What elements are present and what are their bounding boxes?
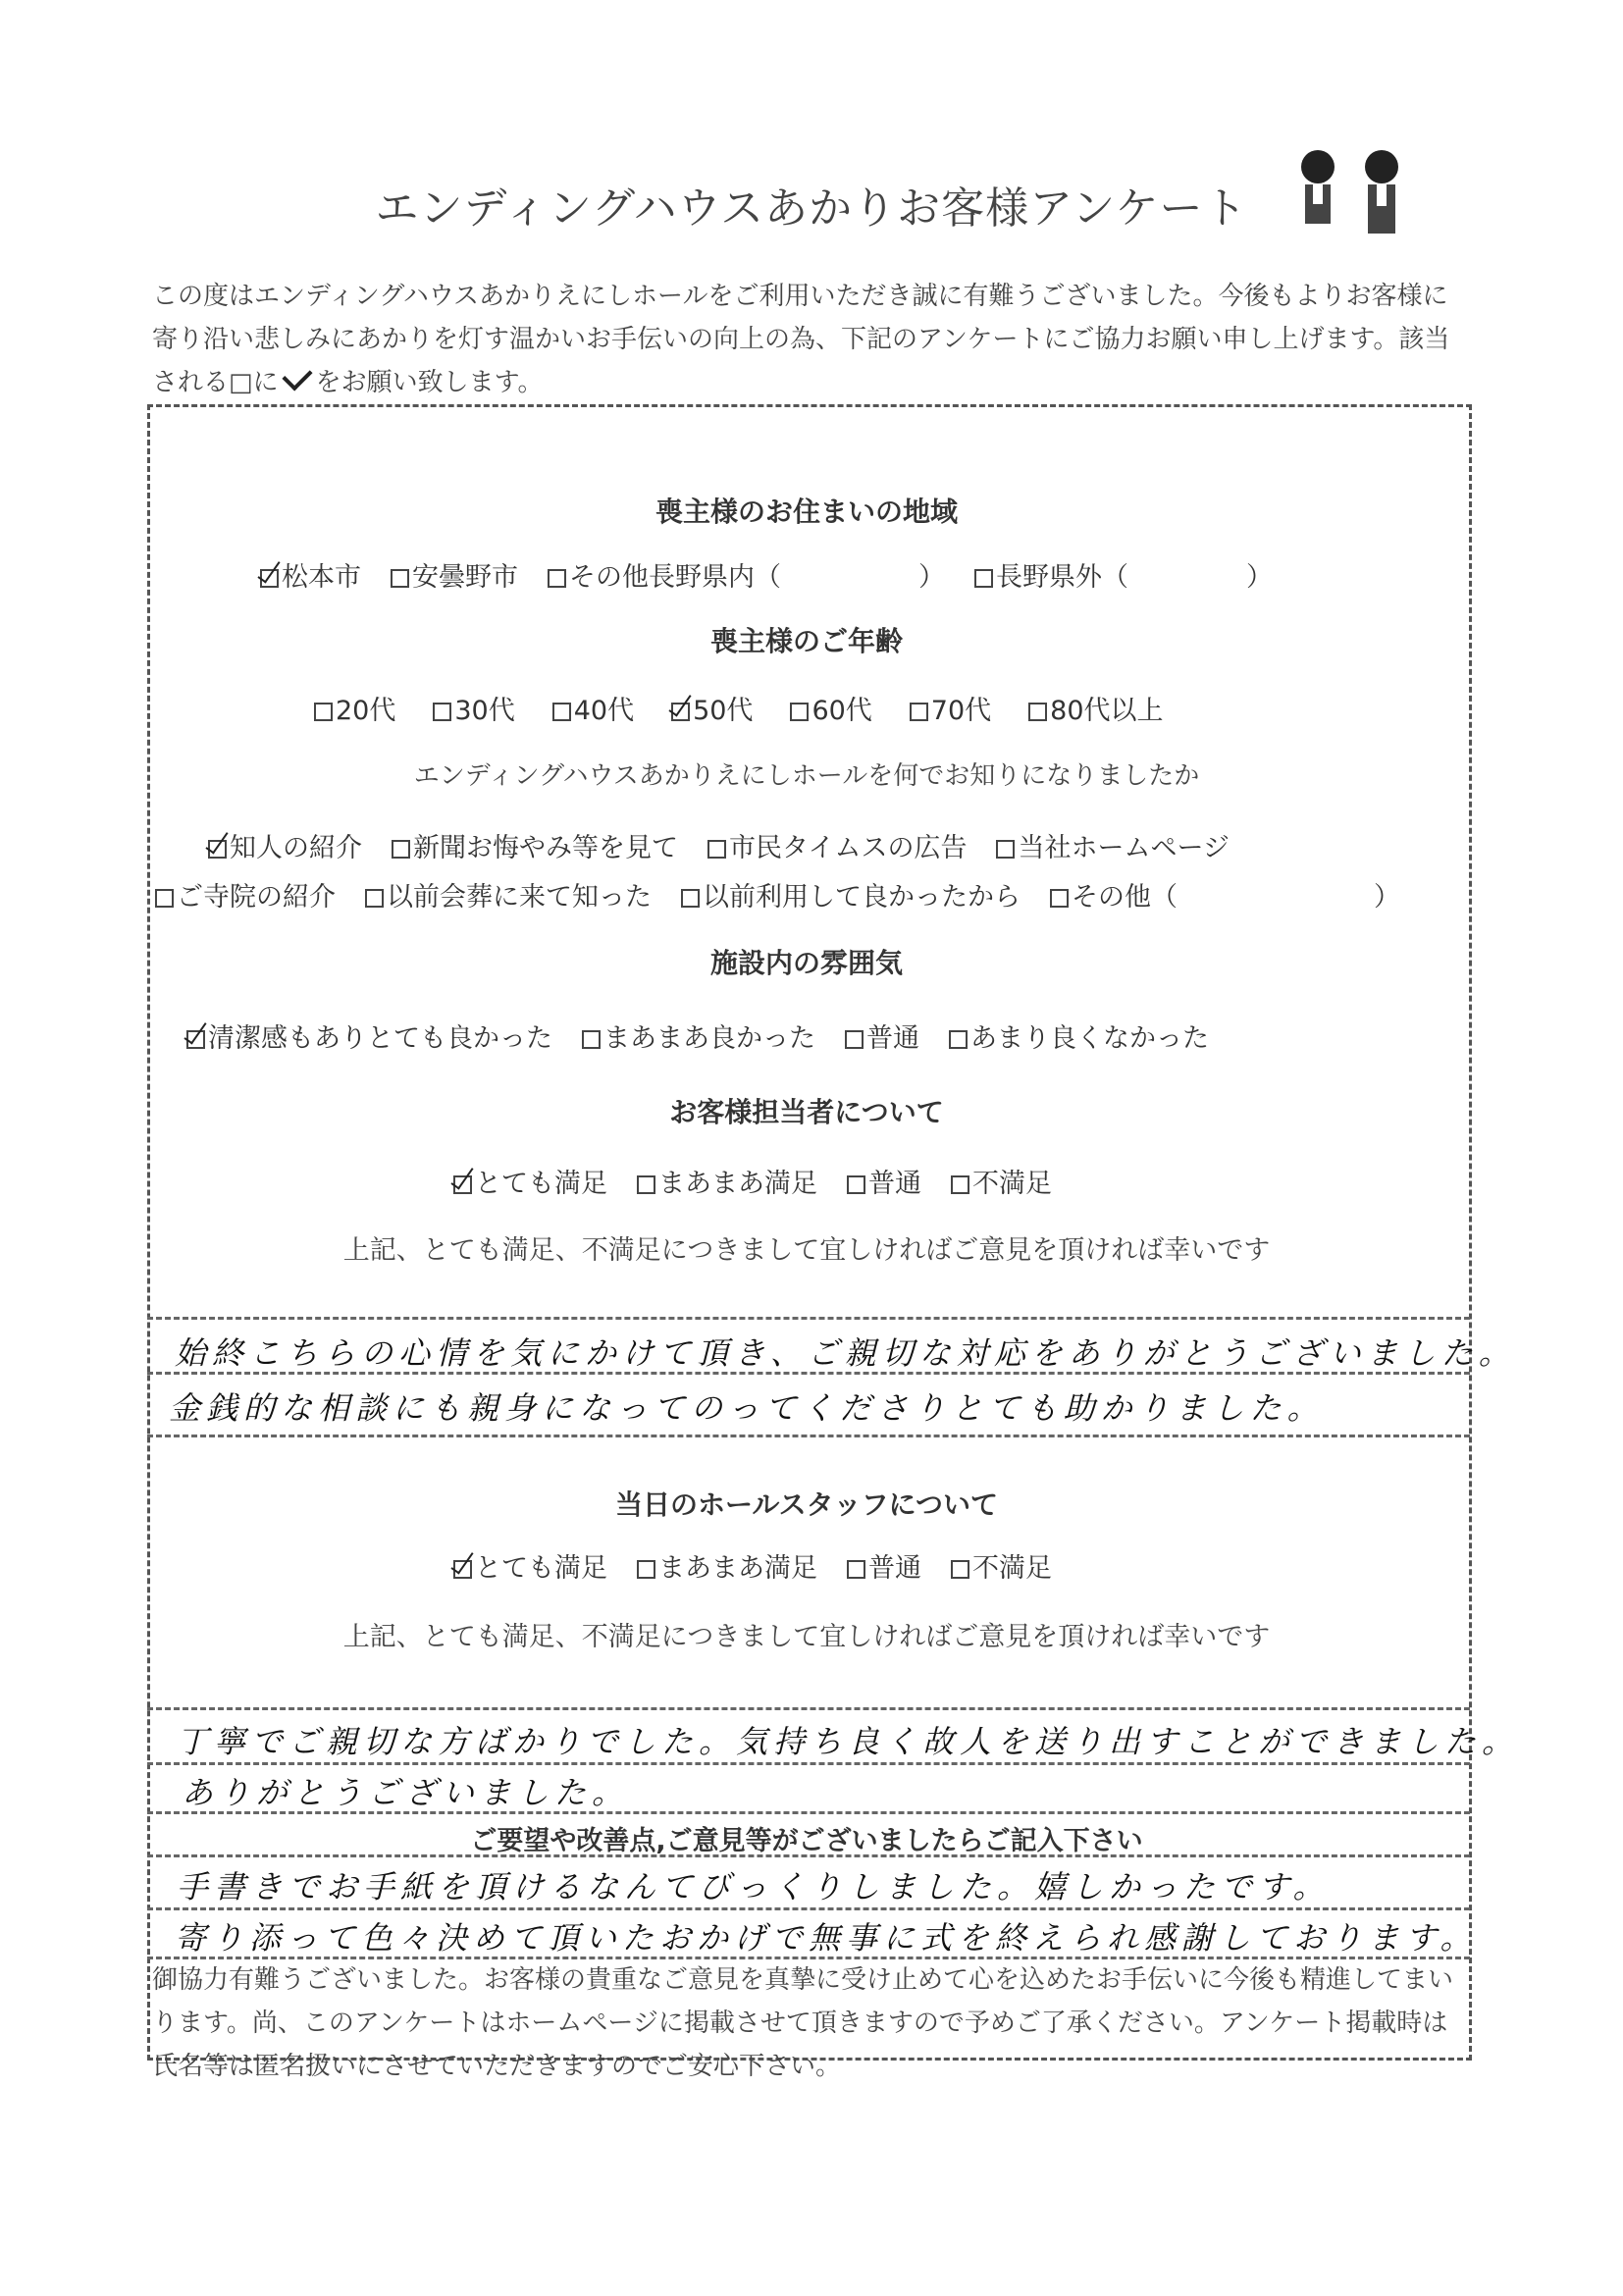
staff-heading: お客様担当者について xyxy=(669,1096,944,1128)
check-mark-icon xyxy=(282,360,312,391)
divider xyxy=(147,1707,1470,1710)
source-question: エンディングハウスあかりえにしホールを何でお知りになりましたか xyxy=(413,761,1200,791)
option-hall-staff-0[interactable]: とても満足 xyxy=(453,1546,607,1585)
option-source-2[interactable]: 市民タイムスの広告 xyxy=(707,826,967,864)
age-options xyxy=(314,689,1193,727)
footer-text: 御協力有難うございました。お客様の貴重なご意見を真摯に受け止めて心を込めたお手伝いに今後も精進してまいります。尚、このアンケートはホームページに掲載させて頂きますので予めご了承ください。アンケート掲載時は氏名等は匿名扱いにさせていただきますのでご安心下さい。 xyxy=(152,1965,1454,2081)
checkbox[interactable] xyxy=(453,1175,472,1194)
checkbox[interactable] xyxy=(671,703,690,721)
option-atmosphere-2[interactable]: 普通 xyxy=(845,1017,919,1055)
checkbox[interactable] xyxy=(260,569,279,588)
checkbox[interactable] xyxy=(707,840,726,859)
option-age-3[interactable]: 50代 xyxy=(671,689,753,727)
divider xyxy=(147,1854,1470,1857)
checkbox[interactable] xyxy=(314,703,333,721)
checkbox[interactable] xyxy=(365,889,384,908)
checkbox[interactable] xyxy=(974,569,993,588)
option-area-3[interactable]: 長野県外（ ） xyxy=(974,555,1273,594)
area-options xyxy=(260,555,1302,594)
requests-comment-line-2: 寄り添って色々決めて頂いたおかげで無事に式を終えられ感謝しております。 xyxy=(175,1919,1478,1957)
option-age-4[interactable]: 60代 xyxy=(790,689,871,727)
option-area-1[interactable]: 安曇野市 xyxy=(391,555,518,594)
requests-comment-line-1: 手書きでお手紙を頂けるなんてびっくりしました。嬉しかったです。 xyxy=(177,1868,1331,1905)
requests-heading: ご要望や改善点,ご意見等がございましたらご記入下さい xyxy=(470,1826,1143,1856)
staff-options xyxy=(453,1162,1081,1200)
area-heading: 喪主様のお住まいの地域 xyxy=(654,496,958,528)
atmosphere-options xyxy=(186,1017,1238,1055)
option-staff-3[interactable]: 不満足 xyxy=(951,1162,1052,1200)
option-area-2[interactable]: その他長野県内（ ） xyxy=(548,555,945,594)
divider xyxy=(147,1762,1470,1765)
staff-prompt: 上記、とても満足、不満足につきまして宜しければご意見を頂ければ幸いです xyxy=(342,1235,1271,1266)
checkbox[interactable] xyxy=(391,569,409,588)
checkbox[interactable] xyxy=(996,840,1015,859)
checkbox[interactable] xyxy=(582,1030,601,1049)
checkbox[interactable] xyxy=(186,1030,205,1049)
checkbox[interactable] xyxy=(552,703,571,721)
option-hall-staff-1[interactable]: まあまあ満足 xyxy=(637,1546,817,1585)
divider xyxy=(147,1907,1470,1910)
intro-text: この度はエンディングハウスあかりえにしホールをご利用いただき誠に有難うございました。今後もよりお客様に寄り沿い悲しみにあかりを灯す温かいお手伝いの向上の為、下記のアンケートにご協力お願い申し上げます。該当される□に をお願い致します。 xyxy=(152,282,1450,397)
hall-staff-comment-line-1: 丁寧でご親切な方ばかりでした。気持ち良く故人を送り出すことができました。 xyxy=(177,1723,1520,1760)
checkbox[interactable] xyxy=(951,1560,969,1579)
checkbox[interactable] xyxy=(845,1030,864,1049)
checkbox[interactable] xyxy=(433,703,451,721)
option-source-3[interactable]: 当社ホームページ xyxy=(996,826,1229,864)
checkbox[interactable] xyxy=(548,569,566,588)
checkbox[interactable] xyxy=(637,1175,655,1194)
page-title: エンディングハウスあかりお客様アンケート xyxy=(375,183,1248,234)
checkbox[interactable] xyxy=(910,703,928,721)
divider xyxy=(147,1317,1470,1320)
checkbox[interactable] xyxy=(847,1175,865,1194)
option-age-1[interactable]: 30代 xyxy=(433,689,514,727)
age-heading: 喪主様のご年齢 xyxy=(709,625,903,657)
checkbox[interactable] xyxy=(1050,889,1069,908)
checkbox[interactable] xyxy=(208,840,227,859)
divider xyxy=(147,1811,1470,1814)
option-hall-staff-2[interactable]: 普通 xyxy=(847,1546,921,1585)
option-atmosphere-1[interactable]: まあまあ良かった xyxy=(582,1017,815,1055)
checkbox[interactable] xyxy=(790,703,809,721)
checkbox[interactable] xyxy=(155,889,174,908)
checkbox[interactable] xyxy=(453,1560,472,1579)
atmosphere-heading: 施設内の雰囲気 xyxy=(709,947,903,979)
source-options-row1 xyxy=(208,826,1259,864)
option-staff-1[interactable]: まあまあ満足 xyxy=(637,1162,817,1200)
option-source-5[interactable]: 以前会葬に来て知った xyxy=(365,875,652,913)
option-source-0[interactable]: 知人の紹介 xyxy=(208,826,362,864)
checkbox[interactable] xyxy=(949,1030,968,1049)
source-options-row2 xyxy=(155,875,1430,913)
checkbox[interactable] xyxy=(392,840,410,859)
divider xyxy=(147,1435,1470,1437)
hall-staff-options xyxy=(453,1546,1081,1585)
option-staff-0[interactable]: とても満足 xyxy=(453,1162,607,1200)
option-area-0[interactable]: 松本市 xyxy=(260,555,361,594)
hall-staff-prompt: 上記、とても満足、不満足につきまして宜しければご意見を頂ければ幸いです xyxy=(342,1622,1271,1652)
hall-staff-comment-line-2: ありがとうございました。 xyxy=(182,1774,630,1811)
option-age-5[interactable]: 70代 xyxy=(910,689,991,727)
staff-comment-line-1: 始終こちらの心情を気にかけて頂き、ご親切な対応をありがとうございました。 xyxy=(175,1334,1516,1372)
option-staff-2[interactable]: 普通 xyxy=(847,1162,921,1200)
option-source-6[interactable]: 以前利用して良かったから xyxy=(681,875,1021,913)
staff-comment-line-2: 金銭的な相談にも親身になってのってくださりとても助かりました。 xyxy=(169,1389,1325,1427)
option-source-4[interactable]: ご寺院の紹介 xyxy=(155,875,336,913)
option-hall-staff-3[interactable]: 不満足 xyxy=(951,1546,1052,1585)
checkbox[interactable] xyxy=(1028,703,1047,721)
option-atmosphere-0[interactable]: 清潔感もありとても良かった xyxy=(186,1017,552,1055)
checkbox[interactable] xyxy=(681,889,700,908)
checkbox[interactable] xyxy=(951,1175,969,1194)
hall-staff-heading: 当日のホールスタッフについて xyxy=(614,1488,999,1521)
option-atmosphere-3[interactable]: あまり良くなかった xyxy=(949,1017,1209,1055)
checkbox[interactable] xyxy=(637,1560,655,1579)
option-age-2[interactable]: 40代 xyxy=(552,689,634,727)
option-age-6[interactable]: 80代以上 xyxy=(1028,689,1163,727)
option-source-1[interactable]: 新聞お悔やみ等を見て xyxy=(392,826,678,864)
option-age-0[interactable]: 20代 xyxy=(314,689,395,727)
checkbox[interactable] xyxy=(847,1560,865,1579)
option-source-7[interactable]: その他（ ） xyxy=(1050,875,1400,913)
divider xyxy=(147,1372,1470,1375)
